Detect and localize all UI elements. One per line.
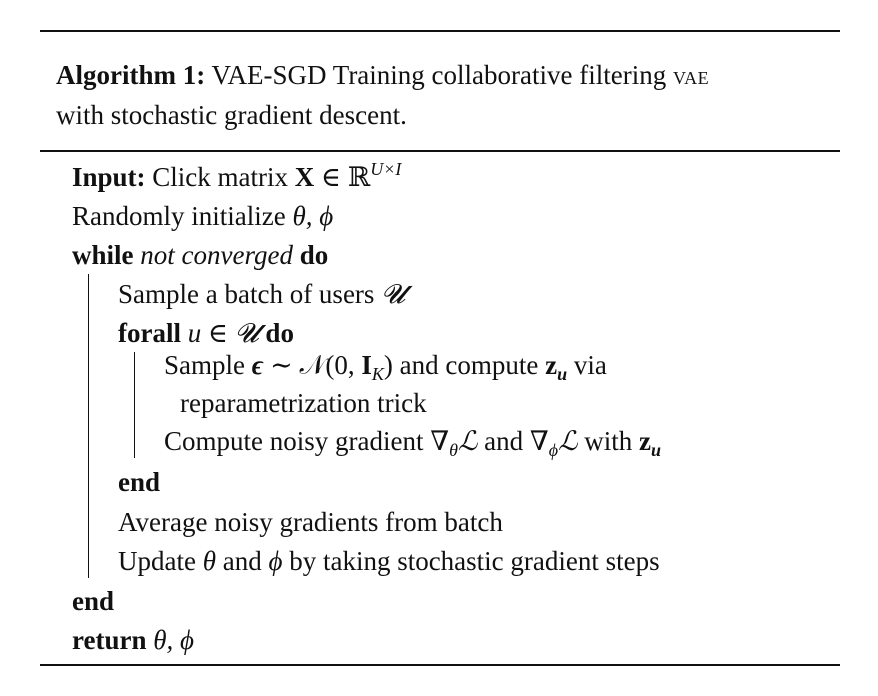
init-line [72,199,333,233]
return-keyword: return [72,625,147,655]
algorithm-title: VAE-SGD Training collaborative filtering [205,60,673,90]
average-text: Average noisy gradients from batch [118,507,503,537]
init-vars: θ, ϕ [292,201,334,231]
update-text: Update [118,546,203,576]
algorithm-caption [56,56,836,134]
bottom-rule [40,664,840,666]
epsilon-symbol: ϵ [251,350,264,380]
middle-rule [40,150,840,152]
forall-do-keyword: do [258,318,294,348]
algorithm-label: Algorithm 1: [56,60,206,90]
latent-z-symbol: z [545,350,558,380]
forall-block-bar [134,352,135,458]
compute-text: ) and compute [383,350,546,380]
sample-batch-line [118,277,405,312]
while-block-bar [88,274,89,578]
normal-dist: ∼ 𝒩(0, [263,350,362,380]
while-line [72,238,328,272]
gradient-and-text: and ∇ [477,426,549,456]
via-text: via [567,350,607,380]
sample-eps-text: Sample [164,350,252,380]
input-keyword: Input: [72,162,146,192]
update-and: and [215,546,269,576]
while-condition: not converged [133,240,300,270]
loss-symbol-theta: ℒ [457,426,478,457]
reparam-text: reparametrization trick [180,388,427,418]
sample-batch-text: Sample a batch of users [118,279,382,309]
average-line [118,505,503,539]
end-while-line [72,584,114,618]
top-rule [40,30,840,32]
end-forall-keyword: end [118,467,161,497]
theta-subscript: θ [449,440,458,460]
forall-line [118,316,294,351]
update-line [118,544,660,578]
gradient-z-subscript: u [651,440,662,460]
algorithm-title-smallcaps: vae [672,63,710,90]
forall-keyword: forall [118,318,181,348]
gradient-text: Compute noisy gradient ∇ [164,426,450,456]
input-matrix-symbol: X [294,162,315,192]
gradient-z-symbol: z [639,426,651,456]
update-theta: θ [202,546,216,576]
input-superscript: U×I [370,159,402,179]
phi-subscript: ϕ [548,440,559,460]
input-set: ∈ ℝ [314,162,371,192]
update-phi: ϕ [268,546,283,576]
return-vars: θ, ϕ [146,625,194,655]
while-keyword: while [72,240,134,270]
gradient-line [164,424,661,459]
end-forall-line [118,465,160,499]
while-do-keyword: do [299,240,329,270]
users-set-symbol: 𝓤 [381,279,406,310]
input-text: Click matrix [145,162,295,192]
input-line [72,160,401,194]
identity-symbol: I [361,350,372,380]
return-line [72,623,194,657]
reparam-line [180,386,427,420]
loss-symbol-phi: ℒ [558,426,578,457]
end-while-keyword: end [72,586,115,616]
forall-variable: u [180,318,202,348]
init-text: Randomly initialize [72,201,293,231]
algorithm-title-continued: with stochastic gradient descent. [56,100,407,130]
forall-set-symbol: 𝓤 [234,318,259,349]
identity-subscript: K [371,364,384,384]
sample-eps-line [164,348,607,382]
gradient-with-text: with [577,426,640,456]
latent-z-subscript: u [557,364,568,384]
update-rest: by taking stochastic gradient steps [282,546,660,576]
forall-in: ∈ [201,318,235,348]
